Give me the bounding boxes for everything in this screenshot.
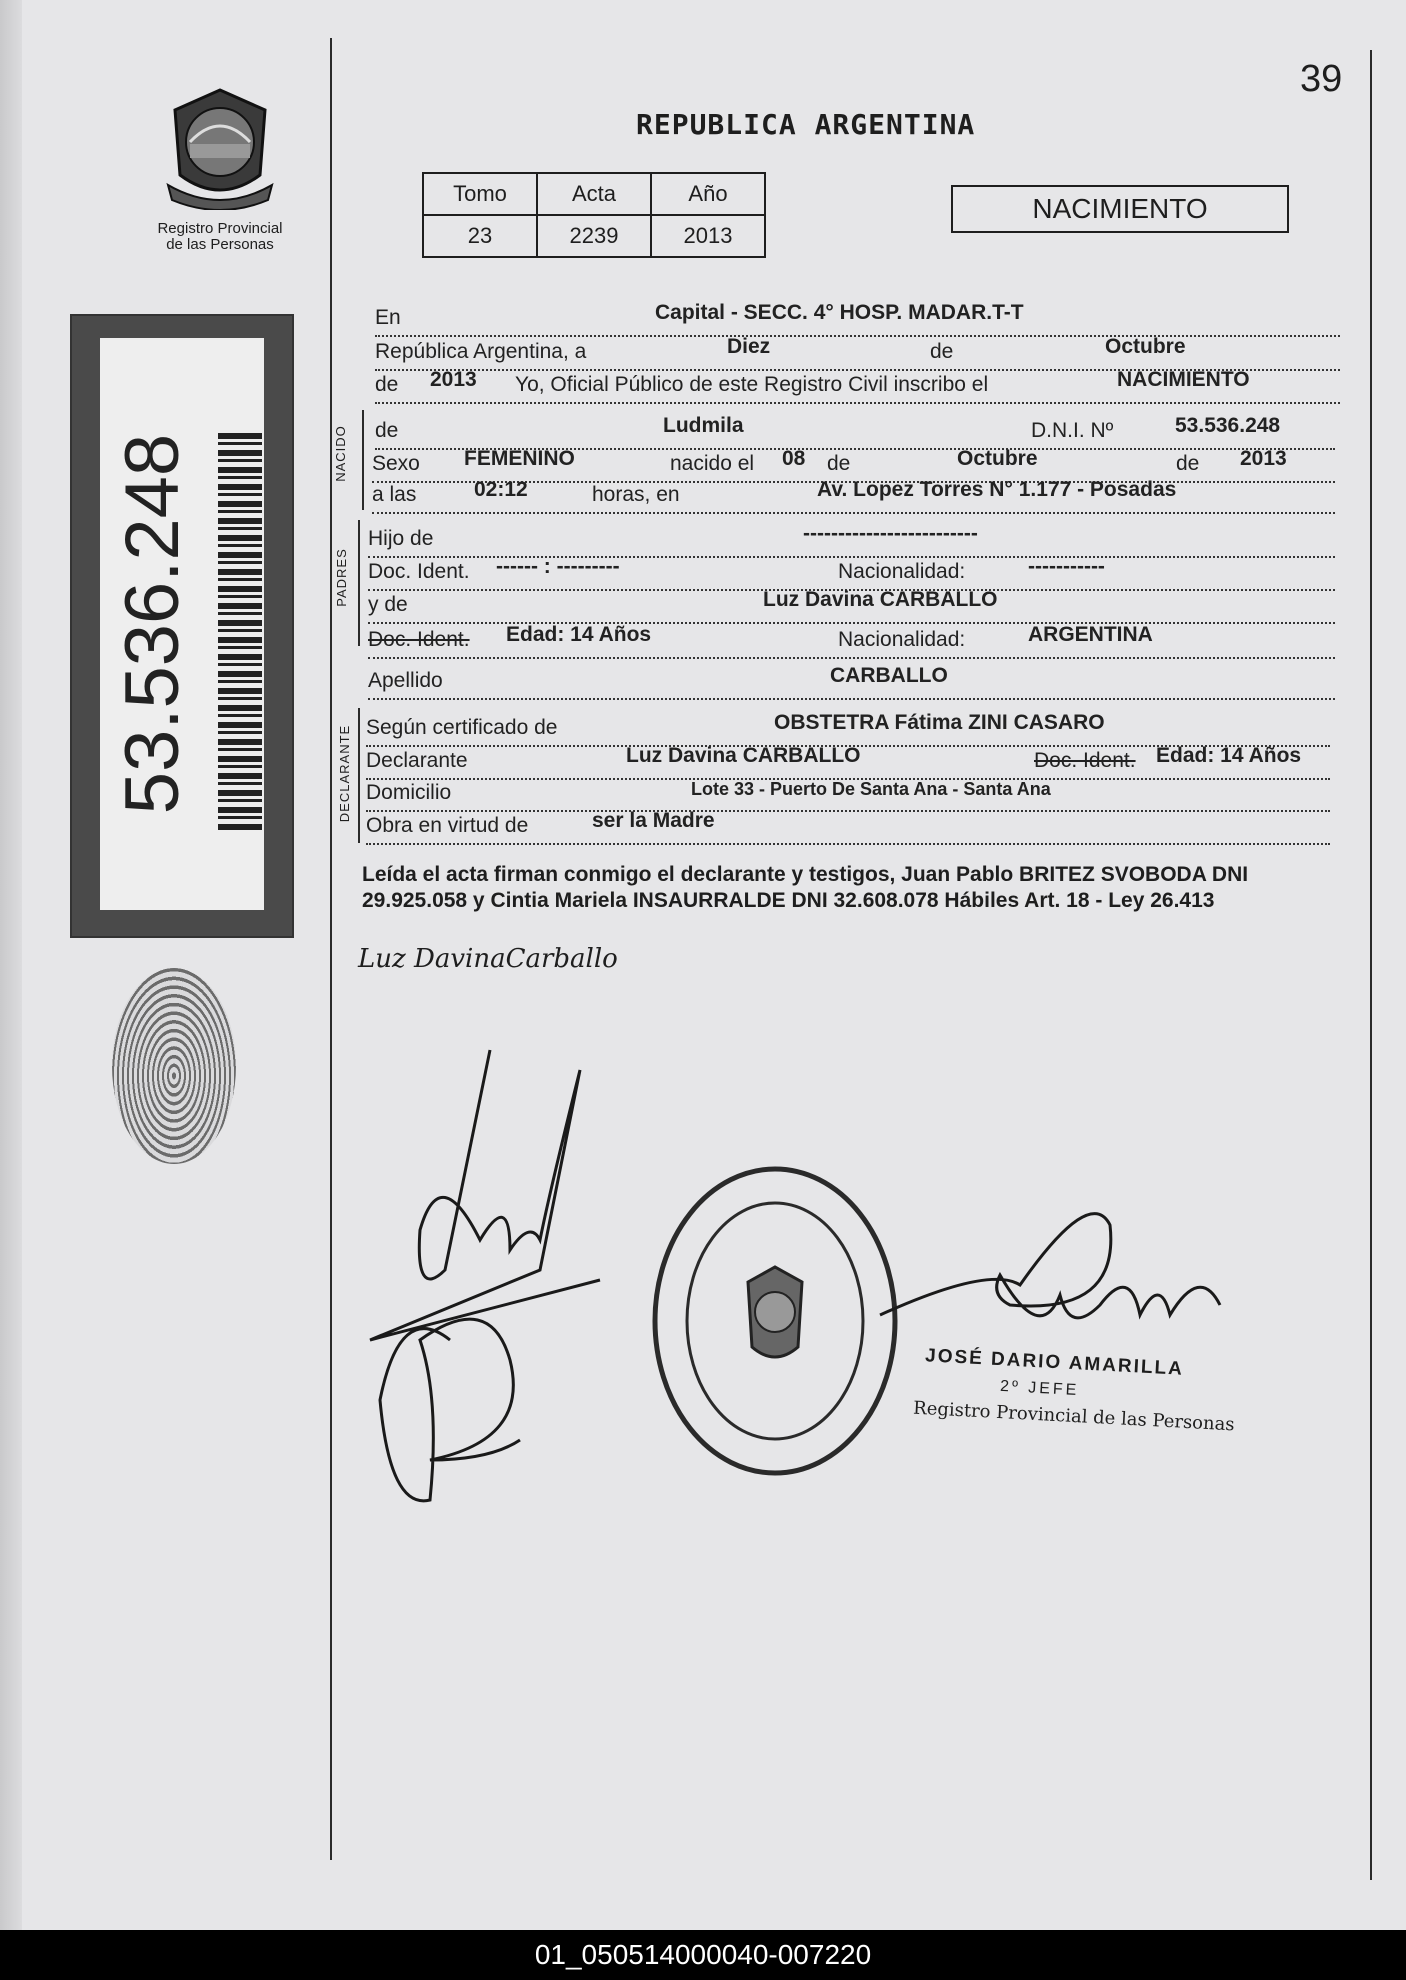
header-acta: Acta [537,173,651,215]
official-office: Registro Provincial de las Personas [912,1397,1236,1436]
value-hora: 02:12 [474,478,528,501]
value-domicilio: Lote 33 - Puerto De Santa Ana - Santa Ana [691,779,1051,799]
row-year [375,370,1340,404]
label-en: En [375,306,401,329]
label-declarante: Declarante [366,749,468,772]
value-hijo: ------------------------- [803,522,978,545]
value-sexo: FEMENINO [464,447,575,470]
page-edge [0,0,22,1930]
header-ano: Año [651,173,765,215]
section-label-declarante: DECLARANTE [337,724,353,823]
official-name: JOSÉ DARIO AMARILLA [924,1345,1185,1380]
row-certificado [366,713,1330,747]
value-certificado: OBSTETRA Fátima ZINI CASARO [774,711,1105,734]
fingerprint [112,968,236,1164]
label-republica: República Argentina, a [375,340,587,363]
label-de-name: de [375,419,399,442]
label-domicilio: Domicilio [366,781,452,804]
label-sexo: Sexo [372,452,420,475]
label-y-de: y de [368,593,408,616]
row-apellido [368,666,1335,700]
label-de-birth-year: de [1176,452,1200,475]
row-domicilio [366,778,1330,812]
label-de-month: de [930,340,954,363]
value-edad-declarante: Edad: 14 Años [1156,744,1302,767]
value-edad-mother: Edad: 14 Años [506,623,652,646]
official-role: 2º JEFE [999,1377,1080,1400]
coat-of-arms-icon [160,80,280,210]
value-month: Octubre [1105,335,1186,358]
label-horas-en: horas, en [592,483,680,506]
handwritten-name: Luz DavinaCarballo [358,944,618,974]
value-declarante: Luz Davina CARBALLO [626,744,861,767]
row-place [375,303,1340,337]
label-doc-mother: Doc. Ident. [368,628,470,651]
official-stamp [648,1162,902,1480]
footer-code: 01_050514000040-007220 [0,1930,1406,1980]
label-nacido: nacido el [670,452,755,475]
signature-left [360,1040,660,1540]
page-number: 39 [1300,58,1343,100]
value-birth-day: 08 [782,447,806,470]
logo-caption-line1: Registro Provincial [157,220,283,237]
nacido-bracket [362,410,364,510]
signature-right [870,1205,1230,1365]
label-de-year: de [375,373,399,396]
row-doc-father [368,557,1335,591]
label-nacionalidad-mother: Nacionalidad: [838,628,966,651]
label-obra: Obra en virtud de [366,814,529,837]
label-de-birth-month: de [827,452,851,475]
value-name: Ludmila [663,414,744,437]
value-lugar: Av. Lopez Torres N° 1.177 - Posadas [817,478,1177,501]
value-nacionalidad-father: ----------- [1028,555,1105,578]
value-madre: Luz Davina CARBALLO [763,588,998,611]
label-certificado: Según certificado de [366,716,558,739]
header-tomo: Tomo [423,173,537,215]
provincial-logo [155,80,285,253]
row-madre [368,590,1335,624]
value-birth-month: Octubre [957,447,1038,470]
id-number: 53.536.248 [110,433,195,815]
id-number-strip [70,314,294,938]
declarante-bracket [358,708,360,843]
value-inscribe: NACIMIENTO [1117,368,1250,391]
right-border-line [1370,50,1372,1880]
label-dni: D.N.I. Nº [1031,419,1114,442]
section-label-nacido: NACIDO [332,425,348,482]
label-doc-father: Doc. Ident. [368,560,470,583]
register-table [422,172,766,258]
value-birth-year: 2013 [1240,447,1287,470]
label-a-las: a las [372,483,417,506]
row-obra [366,811,1330,845]
record-type-box: NACIMIENTO [951,185,1289,233]
value-tomo: 23 [423,215,537,257]
document-title: REPUBLICA ARGENTINA [636,108,976,141]
label-apellido: Apellido [368,669,443,692]
value-apellido: CARBALLO [830,664,948,687]
label-hijo: Hijo de [368,527,434,550]
id-number-panel [100,338,264,910]
value-place: Capital - SECC. 4° HOSP. MADAR.T-T [655,301,1024,324]
value-dni: 53.536.248 [1175,414,1281,437]
row-doc-mother [368,625,1335,659]
value-day: Diez [727,335,771,358]
closing-paragraph: Leída el acta firman conmigo el declarante y testigos, Juan Pablo BRITEZ SVOBODA DNI 29.925.058 y Cintia Mariela INSAURRALDE DNI 32.608.078 Hábiles Art. 18 - Ley 26.413 [362,863,1249,912]
section-label-padres: PADRES [333,548,349,607]
row-name [375,416,1335,450]
left-border-line [330,38,332,1860]
padres-bracket [358,520,360,646]
value-doc-father: ------ : --------- [496,555,620,578]
value-acta: 2239 [537,215,651,257]
value-nacionalidad-mother: ARGENTINA [1028,623,1153,646]
label-nacionalidad-father: Nacionalidad: [838,560,966,583]
row-declarante [366,746,1330,780]
row-date [375,337,1340,371]
value-year: 2013 [430,368,477,391]
label-doc-declarante: Doc. Ident. [1034,749,1136,772]
value-obra: ser la Madre [592,809,715,832]
value-ano: 2013 [651,215,765,257]
row-hijo [368,524,1335,558]
row-time [372,480,1335,514]
oficial-text: Yo, Oficial Público de este Registro Civil inscribo el [515,373,989,396]
logo-caption-line2: de las Personas [166,236,274,253]
barcode [218,433,262,833]
